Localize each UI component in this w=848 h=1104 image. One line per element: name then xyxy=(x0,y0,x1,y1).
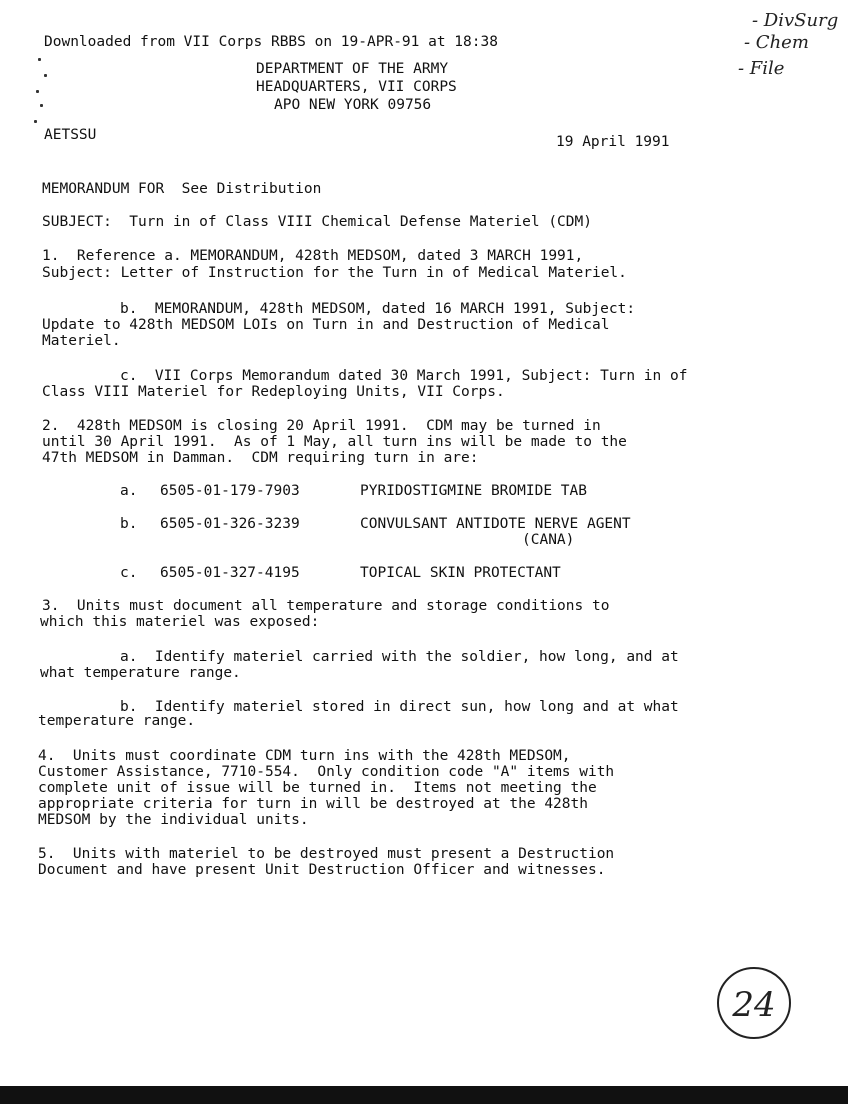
item-description: CONVULSANT ANTIDOTE NERVE AGENT xyxy=(360,516,631,532)
page-mark-number: 24 xyxy=(732,985,776,1025)
scan-speck xyxy=(34,120,37,123)
item-nsn: 6505-01-179-7903 xyxy=(160,483,300,499)
para1-a-line1: 1. Reference a. MEMORANDUM, 428th MEDSOM, dated 3 MARCH 1991, xyxy=(42,248,584,264)
para1-a-line2: Subject: Letter of Instruction for the Turn in of Medical Materiel. xyxy=(42,265,627,281)
para3-a-line2: what temperature range. xyxy=(40,665,241,681)
para3-a-line1: a. Identify materiel carried with the soldier, how long, and at xyxy=(120,649,679,665)
para5-line2: Document and have present Unit Destruction Officer and witnesses. xyxy=(38,862,606,878)
office-symbol: AETSSU xyxy=(44,127,97,143)
download-banner: Downloaded from VII Corps RBBS on 19-APR-91 at 18:38 xyxy=(44,34,498,50)
para3-b-line2: temperature range. xyxy=(38,713,196,729)
para1-c-line2: Class VIII Materiel for Redeploying Units, VII Corps. xyxy=(42,384,505,400)
memo-for: MEMORANDUM FOR See Distribution xyxy=(42,181,322,197)
para2-line1: 2. 428th MEDSOM is closing 20 April 1991. CDM may be turned in xyxy=(42,418,601,434)
para1-b-line1: b. MEMORANDUM, 428th MEDSOM, dated 16 MARCH 1991, Subject: xyxy=(120,301,636,317)
letterhead-department: DEPARTMENT OF THE ARMY xyxy=(256,61,449,77)
item-nsn: 6505-01-327-4195 xyxy=(160,565,300,581)
letterhead-hq: HEADQUARTERS, VII CORPS xyxy=(256,79,457,95)
circled-page-mark xyxy=(712,960,796,1044)
item-letter: a. xyxy=(120,483,138,499)
item-description: PYRIDOSTIGMINE BROMIDE TAB xyxy=(360,483,587,499)
para4-line4: appropriate criteria for turn in will be destroyed at the 428th xyxy=(38,796,588,812)
scan-speck xyxy=(40,104,43,107)
scan-bottom-edge xyxy=(0,1086,848,1104)
para2-line2: until 30 April 1991. As of 1 May, all turn ins will be made to the xyxy=(42,434,627,450)
scan-speck xyxy=(38,58,41,61)
para2-line3: 47th MEDSOM in Damman. CDM requiring turn in are: xyxy=(42,450,479,466)
scan-speck xyxy=(36,90,39,93)
item-letter: b. xyxy=(120,516,138,532)
para5-line1: 5. Units with materiel to be destroyed must present a Destruction xyxy=(38,846,615,862)
para4-line5: MEDSOM by the individual units. xyxy=(38,812,309,828)
handwritten-note-file: - File xyxy=(738,58,785,79)
para3-line1: 3. Units must document all temperature and storage conditions to xyxy=(42,598,610,614)
letterhead-apo: APO NEW YORK 09756 xyxy=(274,97,432,113)
para3-b-line1: b. Identify materiel stored in direct sun, how long and at what xyxy=(120,699,679,715)
para3-line2: which this materiel was exposed: xyxy=(40,614,320,630)
para1-b-line3: Materiel. xyxy=(42,333,121,349)
scan-speck xyxy=(44,74,47,77)
item-nsn: 6505-01-326-3239 xyxy=(160,516,300,532)
para1-b-line2: Update to 428th MEDSOM LOIs on Turn in and Destruction of Medical xyxy=(42,317,610,333)
para4-line1: 4. Units must coordinate CDM turn ins with the 428th MEDSOM, xyxy=(38,748,571,764)
memo-subject: SUBJECT: Turn in of Class VIII Chemical Defense Materiel (CDM) xyxy=(42,214,592,230)
item-letter: c. xyxy=(120,565,138,581)
para1-c-line1: c. VII Corps Memorandum dated 30 March 1991, Subject: Turn in of xyxy=(120,368,688,384)
handwritten-note-divsurg: - DivSurg xyxy=(752,10,839,31)
handwritten-note-chem: - Chem xyxy=(744,32,809,53)
item-description: TOPICAL SKIN PROTECTANT xyxy=(360,565,561,581)
memo-date: 19 April 1991 xyxy=(556,134,670,150)
para4-line3: complete unit of issue will be turned in. Items not meeting the xyxy=(38,780,597,796)
item-description-cont: (CANA) xyxy=(522,532,575,548)
para4-line2: Customer Assistance, 7710-554. Only condition code "A" items with xyxy=(38,764,615,780)
